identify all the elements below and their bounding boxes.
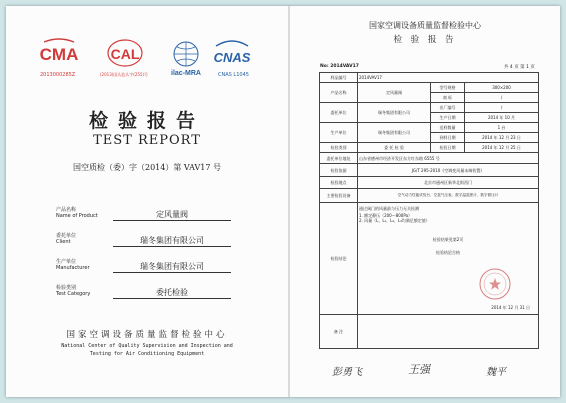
conclusion-line: 1. 额定静压（200～800Pa）: [359, 213, 413, 218]
table-row: 生产单位 瑞冬集团有限公司 送样数量 1 台: [320, 123, 539, 133]
conclusion-cell: [358, 203, 539, 315]
svg-text:CNAS: CNAS: [213, 50, 251, 65]
table-row: 检验依据 JG/T 295-2010《空调变风量末端装置》: [320, 164, 539, 177]
conclusion-line: 检验结果见第2页: [432, 237, 464, 242]
cover-title-en: TEST REPORT: [93, 133, 201, 148]
field-value-manufacturer: 瑞冬集团有限公司: [113, 262, 231, 273]
field-value-category: 委托检验: [113, 288, 231, 299]
cover-organization-en-line2: Testing for Air Conditioning Equipment: [89, 351, 205, 357]
cal-logo: [102, 38, 148, 78]
table-row: 商 标 /: [320, 93, 539, 103]
report-organization: 国家空调设备质量监督检验中心: [369, 21, 481, 30]
signature-3: 魏平: [486, 367, 506, 378]
table-row: 生产日期 2014 年 10 月: [320, 113, 539, 123]
cal-code: (2013)国认监认字(255)号: [100, 72, 149, 77]
field-value-client: 瑞冬集团有限公司: [113, 236, 231, 247]
cover-organization-en-line1: National Center of Quality Supervision and Inspection and: [61, 343, 233, 349]
cnas-logo: [210, 38, 254, 78]
cover-report-number: 国空质检（委）字（2014）第 VAV17 号: [72, 163, 221, 172]
svg-text:CAL: CAL: [110, 46, 140, 62]
conclusion-line: 2. 风量（L、L₁、L₂、L₃均满足额定值）: [359, 218, 430, 223]
signature-2: 王强: [408, 363, 430, 376]
field-label-category: 检验类别 Test Category: [56, 285, 91, 297]
table-row: 检验结论 通过阀门的风量最与压力无关检测 1. 额定静压（200～800Pa） 2. 风量（L、L₁、L₂、L₃均满足额定值） 检验结果见第2页 检验结论合格 2014 年 12 月 31 日: [320, 203, 539, 315]
field-label-client: 委托单位 Client: [56, 233, 77, 245]
report-number: No: 2014VAV17: [320, 64, 359, 69]
cover-title-cn: 检验报告: [88, 110, 205, 132]
report-title: 检 验 报 告: [393, 35, 457, 45]
signature-1: 彭勇飞: [332, 367, 362, 378]
report-page: [290, 6, 560, 397]
page-counter: 共 4 页 第 1 页: [504, 65, 535, 70]
svg-text:CMA: CMA: [40, 45, 78, 64]
ilac-mra-logo: [166, 38, 206, 78]
cma-logo: [40, 38, 78, 78]
cnas-code: CNAS L1045: [218, 72, 249, 78]
table-row: 委托单位 瑞冬集团有限公司 出厂编号 /: [320, 103, 539, 113]
table-row: 样品编号 2014VAV17: [320, 73, 539, 83]
table-row: 到样日期 2014 年 12 月 23 日: [320, 133, 539, 143]
cover-page: [6, 6, 288, 397]
table-row: 检验类别 委 托 检 验 检验日期 2014 年 12 月 25 日: [320, 143, 539, 153]
cma-code: 2013000285Z: [40, 72, 76, 78]
field-label-manufacturer: 生产单位 Manufacturer: [56, 259, 90, 271]
table-row: 备 注: [320, 315, 539, 349]
field-value-product: 定风量阀: [113, 210, 231, 221]
table-row: 主要检验设备 空气动力性能试验台、空盒气压表、数字温湿度计、数字微压计: [320, 189, 539, 203]
table-row: 检验地点 北京市通州区新华北街西门: [320, 177, 539, 189]
report-table: [319, 72, 539, 349]
conclusion-line: 检验结论合格: [436, 250, 460, 255]
table-row: 产品名称 定风量阀 型号规格 300×200: [320, 83, 539, 93]
report-spread: [6, 6, 560, 397]
inspection-seal: [478, 267, 512, 301]
cover-organization-cn: 国家空调设备质量监督检验中心: [66, 330, 228, 340]
conclusion-line: 通过阀门的风量最与压力无关检测: [359, 206, 419, 211]
table-row: 委托单位地址 山东省德州市经济开发区东方红东路 6555 号: [320, 153, 539, 164]
svg-text:ilac-MRA: ilac-MRA: [171, 70, 201, 77]
conclusion-date: 2014 年 12 月 31 日: [491, 305, 530, 310]
field-label-product: 产品名称 Name of Product: [56, 207, 98, 219]
